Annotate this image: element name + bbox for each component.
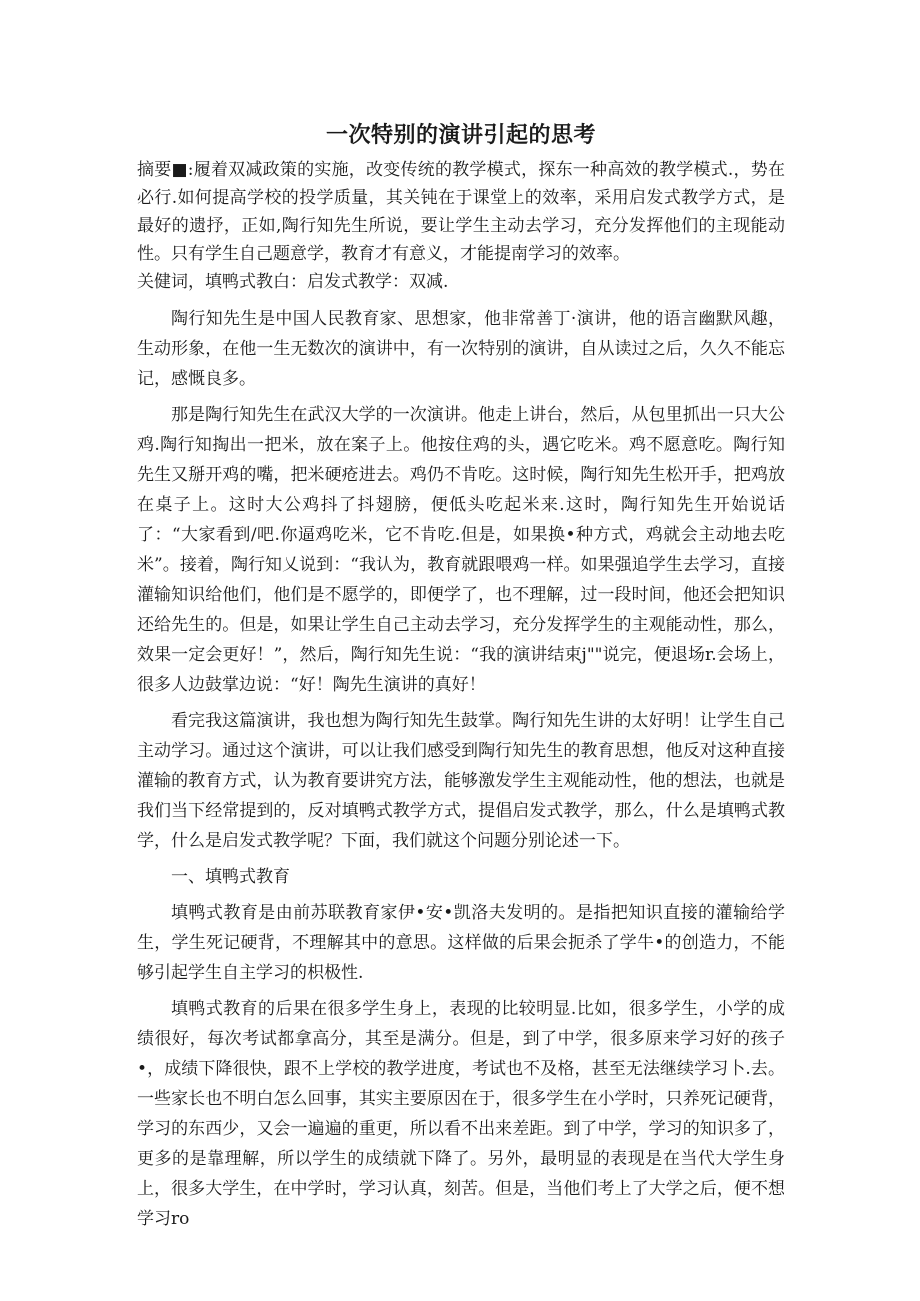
section-heading: 一、填鸭式教育	[171, 867, 290, 887]
paragraph-reflection: 看完我这篇演讲，我也想为陶行知先生鼓掌。陶行知先生讲的太好明！让学生自己主动学习。通过这个演讲，可以让我们感受到陶行知先生的教育思想，他反对这种直接灌输的教育方式，认为教育要讲究方法，能够激发学生主观能动性，他的想法，也就是我们当下经常提到的，反对填鸭式教学方式，提倡启发式教学，那么，什么是填鸭式教学，什么是启发式教学呢？下面，我们就这个问题分别论述一下。	[137, 711, 785, 851]
document-body	[137, 118, 785, 1240]
keywords: 关健词，填鸭式教白：启发式教学：双减.	[137, 272, 449, 292]
paragraph-consequences: 填鸭式教育的后果在很多学生身上，表现的比较明显.比如，很多学生，小学的成绩很好，每次考试都拿高分，其至是满分。但是，到了中学，很多原来学习好的孩子•，成绩下降很快，跟不上学校的教学进度，考试也不及格，甚至无法继续学习卜.去。一些家长也不明白怎么回事，其实主要原因在于，很多学生在小学时，只养死记硬背，学习的东西少，又会一遍遍的重更，所以看不出来差距。到了中学，学习的知识多了，更多的是靠理解，所以学生的成绩就下降了。另外，最明显的表现是在当代大学生身上，很多大学生，在中学时，学习认真，刻苦。但是，当他们考上了大学之后，便不想学习ro	[137, 999, 785, 1229]
paragraph-definition: 填鸭式教育是由前苏联教育家伊•安•凯洛夫发明的。是指把知识直接的灌输给学生，学生死记硬背，不理解其中的意思。这样做的后果会扼杀了学牛•的创造力，不能够引起学生自主学习的枳极性.	[137, 903, 785, 983]
paragraph-speech: 那是陶行知先生在武汉大学的一次演讲。他走上讲台，然后，从包里抓出一只大公鸡.陶行知掏出一把米，放在案子上。他按住鸡的头，遇它吃米。鸡不愿意吃。陶行知先生又掰开鸡的嘴，把米硬疮进去。鸡仍不肯吃。这时候，陶行知先生松开手，把鸡放在桌子上。这时大公鸡抖了抖翅膀，便低头吃起米来.这时，陶行知先生开始说话了：“大家看到/吧.你逼鸡吃米，它不肯吃.但是，如果换•种方式，鸡就会主动地去吃米”。接着，陶行知乂说到：“我认为，教育就跟喂鸡一样。如果强追学生去学习，直接灌输知识给他们，他们是不愿学的，即便学了，也不理解，过一段时间，他还会把知识还给先生的。但是，如果让学生自己主动去学习，充分发挥学生的主观能动性，那么，效果一定会更好！”，然后，陶行知先生说：“我的演讲结束j""说完，便退场r.会场上，很多人边鼓掌边说：“好！陶先生演讲的真好！	[137, 405, 785, 695]
paragraph-intro: 陶行知先生是中国人民教育家、思想家，他非常善丁·演讲，他的语言幽默风趣，生动形象，在他一生无数次的演讲中，有一次特别的演讲，自从读过之后，久久不能忘记，感慨良多。	[137, 309, 785, 389]
abstract: 摘要■:履着双减政策的实施，改变传统的教学模式，探东一种高效的教学模式.，势在必行.如何提高学校的投学质量，其关钝在于课堂上的效率，采用启发式教学方式，是最好的遗抒，正如,陶行知先生所说，要让学生主动去学习，充分发挥他们的主现能动性。只有学生自己题意学，教育才有意义，才能提南学习的效率。	[137, 160, 785, 264]
page-title: 一次特别的演讲引起的思考	[325, 123, 596, 148]
